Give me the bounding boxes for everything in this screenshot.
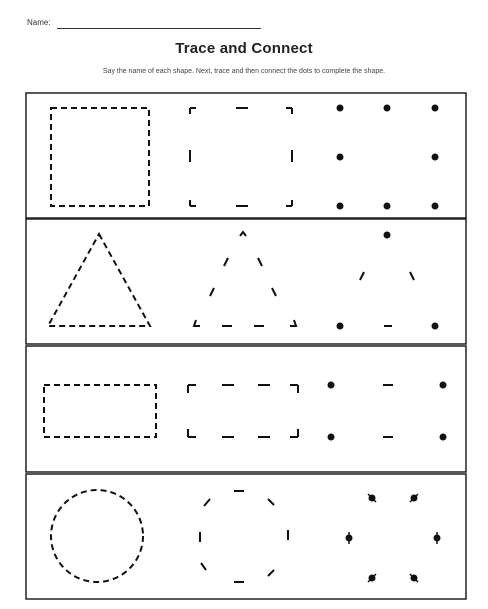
circle-dashed-trace[interactable]: [51, 490, 143, 582]
triangle-dot-trace[interactable]: [337, 232, 439, 330]
circle-dot-trace[interactable]: [346, 495, 441, 582]
row-panel-square: [26, 93, 466, 218]
square-dot-trace[interactable]: [337, 105, 439, 210]
square-dashed-trace[interactable]: [51, 108, 149, 206]
rectangle-dot-trace[interactable]: [328, 382, 447, 441]
rectangle-segment-trace[interactable]: [188, 385, 298, 437]
worksheet-title: Trace and Connect: [175, 40, 313, 57]
circle-segment-trace[interactable]: [200, 491, 288, 582]
name-label: Name:: [27, 18, 51, 27]
rectangle-dashed-trace[interactable]: [44, 385, 156, 437]
worksheet-instructions: Say the name of each shape. Next, trace and then connect the dots to complete the shape.: [102, 68, 386, 75]
triangle-segment-trace[interactable]: [194, 232, 296, 326]
row-panel-rectangle: [26, 346, 466, 472]
square-segment-trace[interactable]: [190, 108, 292, 206]
triangle-dashed-trace[interactable]: [48, 234, 150, 326]
row-panel-circle: [26, 474, 466, 599]
